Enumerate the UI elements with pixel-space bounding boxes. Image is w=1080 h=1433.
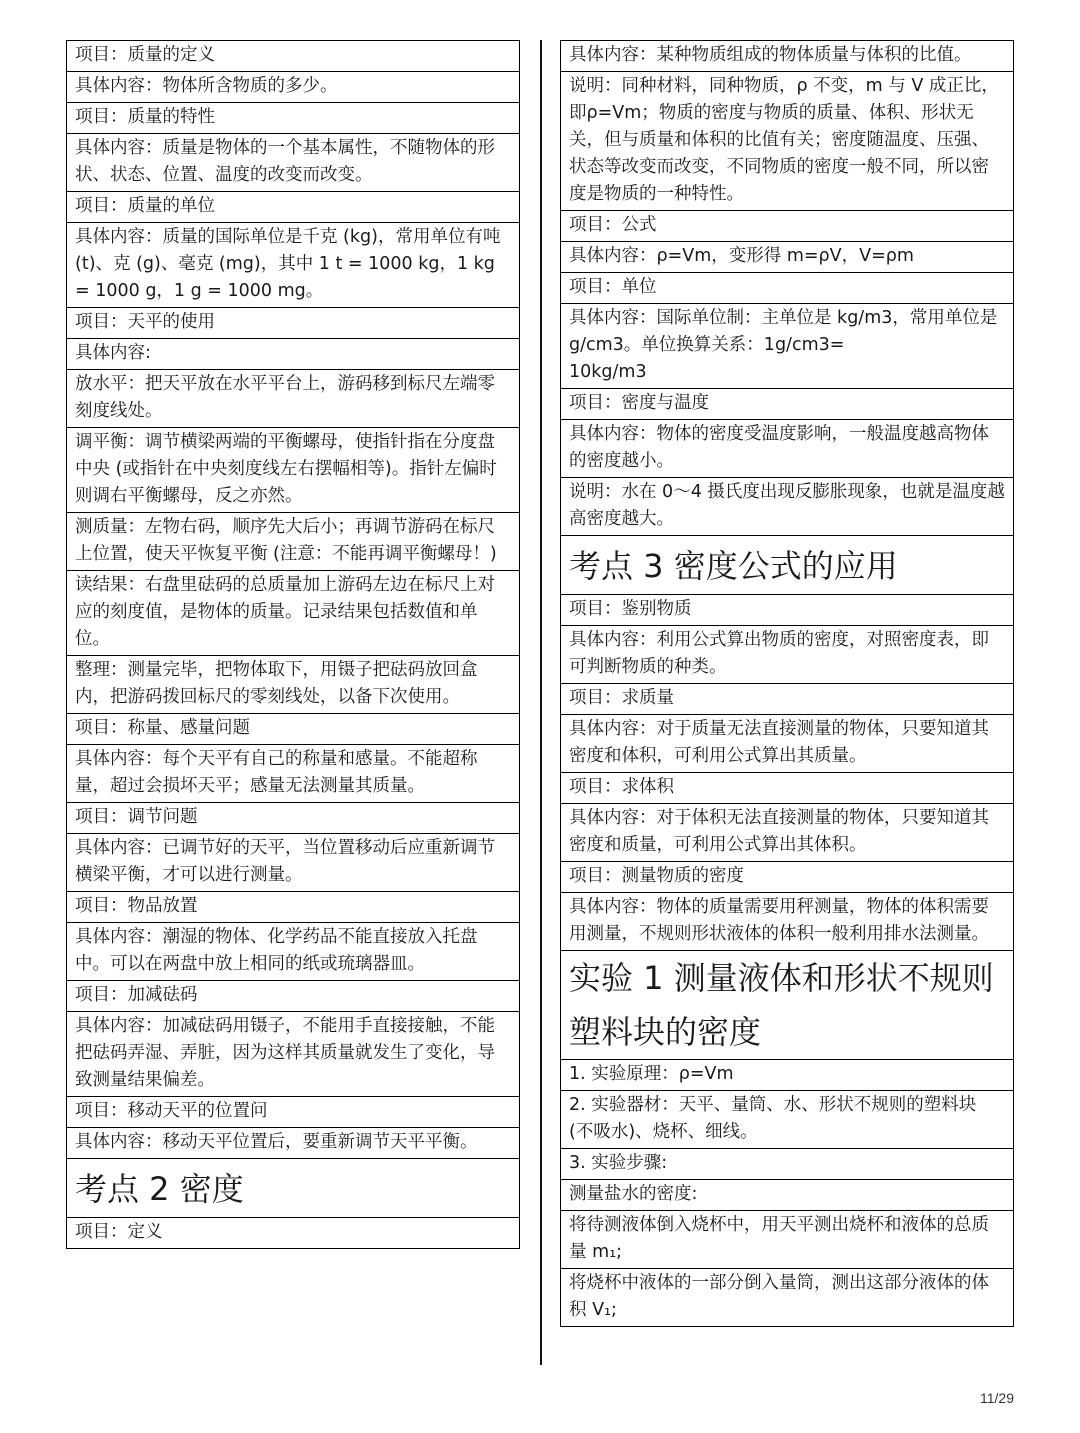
table-cell: 项目：公式: [561, 211, 1013, 242]
table-cell: 放水平：把天平放在水平平台上，游码移到标尺左端零刻度线处。: [67, 370, 519, 428]
table-cell: 3. 实验步骤:: [561, 1149, 1013, 1180]
left-column: [66, 40, 520, 1249]
table-cell: 项目：单位: [561, 273, 1013, 304]
table-cell: 具体内容：物体所含物质的多少。: [67, 72, 519, 103]
table-cell: 具体内容：利用公式算出物质的密度，对照密度表，即可判断物质的种类。: [561, 626, 1013, 684]
table-cell: 项目：求体积: [561, 773, 1013, 804]
table-cell: 项目：加减砝码: [67, 981, 519, 1012]
table-cell: 项目：鉴别物质: [561, 595, 1013, 626]
section-heading: 考点 3 密度公式的应用: [561, 536, 1013, 595]
table-cell: 说明：同种材料，同种物质，ρ 不变，m 与 V 成正比，即ρ=Vm；物质的密度与物质的质量、体积、形状无关，但与质量和体积的比值有关；密度随温度、压强、状态等改变而改变，不同物质的密度一般不同，所以密度是物质的一种特性。: [561, 72, 1013, 211]
table-cell: 项目：质量的单位: [67, 192, 519, 223]
page-number: 11/29: [980, 1390, 1014, 1406]
table-cell: 项目：调节问题: [67, 803, 519, 834]
table-cell: 具体内容：国际单位制：主单位是 kg/m3，常用单位是 g/cm3。单位换算关系：1g/cm3= 10kg/m3: [561, 304, 1013, 389]
table-cell: 具体内容：已调节好的天平，当位置移动后应重新调节横梁平衡，才可以进行测量。: [67, 834, 519, 892]
table-cell: 具体内容：移动天平位置后，要重新调节天平平衡。: [67, 1128, 519, 1159]
table-cell: 测质量：左物右码，顺序先大后小；再调节游码在标尺上位置，使天平恢复平衡 (注意：不能再调平衡螺母！): [67, 513, 519, 571]
table-cell: 具体内容：加减砝码用镊子，不能用手直接接触，不能把砝码弄湿、弄脏，因为这样其质量就发生了变化，导致测量结果偏差。: [67, 1012, 519, 1097]
section-heading: 考点 2 密度: [67, 1159, 519, 1218]
right-column: [560, 40, 1014, 1327]
table-cell: 调平衡：调节横梁两端的平衡螺母，使指针指在分度盘中央 (或指针在中央刻度线左右摆幅相等)。指针左偏时则调右平衡螺母，反之亦然。: [67, 428, 519, 513]
table-cell: 项目：质量的定义: [67, 41, 519, 72]
table-cell: 项目：移动天平的位置问: [67, 1097, 519, 1128]
section-heading: 实验 1 测量液体和形状不规则塑料块的密度: [561, 951, 1013, 1060]
table-cell: 测量盐水的密度:: [561, 1180, 1013, 1211]
table-cell: 具体内容：对于质量无法直接测量的物体，只要知道其密度和体积，可利用公式算出其质量。: [561, 715, 1013, 773]
table-cell: 将待测液体倒入烧杯中，用天平测出烧杯和液体的总质量 m₁;: [561, 1211, 1013, 1269]
table-cell: 具体内容：物体的密度受温度影响，一般温度越高物体的密度越小。: [561, 420, 1013, 478]
table-cell: 项目：测量物质的密度: [561, 862, 1013, 893]
table-cell: 项目：质量的特性: [67, 103, 519, 134]
table-cell: 整理：测量完毕，把物体取下，用镊子把砝码放回盒内，把游码拨回标尺的零刻线处，以备下次使用。: [67, 656, 519, 714]
table-cell: 具体内容：潮湿的物体、化学药品不能直接放入托盘中。可以在两盘中放上相同的纸或琉璃器皿。: [67, 923, 519, 981]
table-cell: 具体内容:: [67, 339, 519, 370]
table-cell: 读结果：右盘里砝码的总质量加上游码左边在标尺上对应的刻度值，是物体的质量。记录结果包括数值和单位。: [67, 571, 519, 656]
table-cell: 说明：水在 0～4 摄氏度出现反膨胀现象，也就是温度越高密度越大。: [561, 478, 1013, 536]
table-cell: 具体内容：物体的质量需要用秤测量，物体的体积需要用测量，不规则形状液体的体积一般利用排水法测量。: [561, 893, 1013, 951]
table-cell: 项目：密度与温度: [561, 389, 1013, 420]
table-cell: 项目：物品放置: [67, 892, 519, 923]
table-cell: 具体内容：ρ=Vm，变形得 m=ρV，V=ρm: [561, 242, 1013, 273]
table-cell: 将烧杯中液体的一部分倒入量筒，测出这部分液体的体积 V₁;: [561, 1269, 1013, 1327]
table-cell: 具体内容：对于体积无法直接测量的物体，只要知道其密度和质量，可利用公式算出其体积。: [561, 804, 1013, 862]
table-cell: 项目：天平的使用: [67, 308, 519, 339]
table-cell: 具体内容：质量的国际单位是千克 (kg)，常用单位有吨 (t)、克 (g)、毫克 (mg)，其中 1 t = 1000 kg，1 kg = 1000 g，1 g = 1000 mg。: [67, 223, 519, 308]
table-cell: 项目：求质量: [561, 684, 1013, 715]
column-divider: [540, 40, 542, 1365]
table-cell: 具体内容：某种物质组成的物体质量与体积的比值。: [561, 41, 1013, 72]
table-cell: 项目：称量、感量问题: [67, 714, 519, 745]
table-cell: 具体内容：质量是物体的一个基本属性，不随物体的形状、状态、位置、温度的改变而改变。: [67, 134, 519, 192]
table-cell: 项目：定义: [67, 1218, 519, 1249]
table-cell: 1. 实验原理：ρ=Vm: [561, 1060, 1013, 1091]
table-cell: 具体内容：每个天平有自己的称量和感量。不能超称量，超过会损坏天平；感量无法测量其质量。: [67, 745, 519, 803]
table-cell: 2. 实验器材：天平、量筒、水、形状不规则的塑料块 (不吸水)、烧杯、细线。: [561, 1091, 1013, 1149]
